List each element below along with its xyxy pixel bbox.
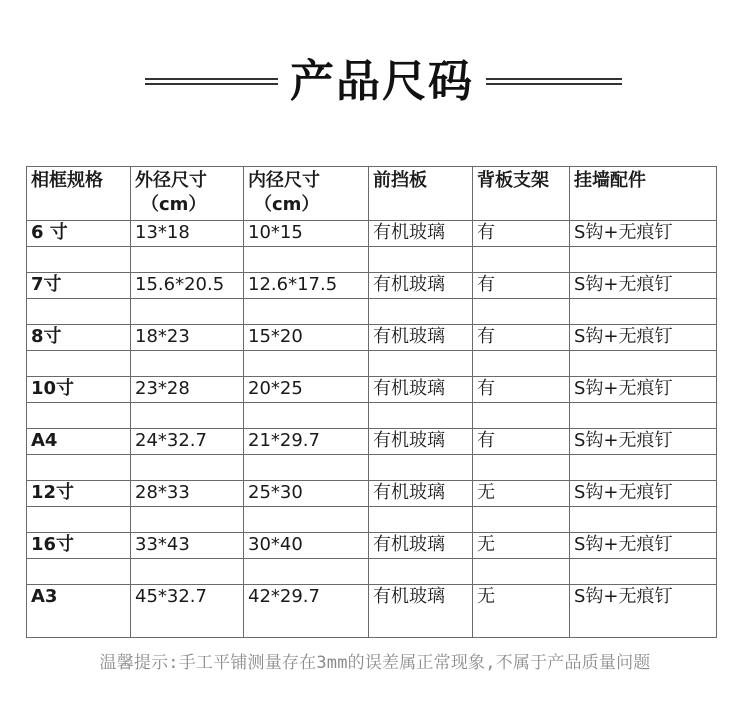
spacer-cell: [244, 403, 369, 429]
cell-hanger: S钩+无痕钉: [570, 273, 717, 299]
spacer-cell: [369, 403, 473, 429]
table-spacer-row: [27, 507, 717, 533]
spacer-cell: [244, 351, 369, 377]
spacer-cell: [473, 559, 570, 585]
table-spacer-row: [27, 247, 717, 273]
header-cell-inner: 内径尺寸 （cm）: [244, 167, 369, 221]
table-spacer-row: [27, 559, 717, 585]
cell-front: 有机玻璃: [369, 221, 473, 247]
cell-front: 有机玻璃: [369, 481, 473, 507]
cell-inner: 20*25: [244, 377, 369, 403]
cell-front: 有机玻璃: [369, 585, 473, 638]
cell-front: 有机玻璃: [369, 533, 473, 559]
table-row: [27, 481, 717, 507]
spacer-cell: [131, 299, 244, 325]
spacer-cell: [244, 559, 369, 585]
cell-stand: 无: [473, 533, 570, 559]
spacer-cell: [473, 247, 570, 273]
title-decor-line-right: [486, 78, 622, 85]
cell-inner: 25*30: [244, 481, 369, 507]
spacer-cell: [369, 247, 473, 273]
spacer-cell: [27, 559, 131, 585]
spacer-cell: [131, 507, 244, 533]
cell-inner: 30*40: [244, 533, 369, 559]
spacer-cell: [473, 507, 570, 533]
spacer-cell: [27, 299, 131, 325]
cell-front: 有机玻璃: [369, 273, 473, 299]
header-cell-size: 相框规格: [27, 167, 131, 221]
cell-stand: 有: [473, 377, 570, 403]
spacer-cell: [244, 299, 369, 325]
spacer-cell: [570, 455, 717, 481]
cell-outer: 23*28: [131, 377, 244, 403]
cell-outer: 28*33: [131, 481, 244, 507]
measurement-note: 温馨提示:手工平铺测量存在3mm的误差属正常现象,不属于产品质量问题: [99, 653, 651, 673]
spacer-cell: [131, 403, 244, 429]
cell-outer: 24*32.7: [131, 429, 244, 455]
cell-size: 7寸: [27, 273, 131, 299]
cell-stand: 无: [473, 585, 570, 638]
spacer-cell: [369, 299, 473, 325]
cell-inner: 15*20: [244, 325, 369, 351]
table-row: [27, 377, 717, 403]
spacer-cell: [131, 351, 244, 377]
cell-hanger: S钩+无痕钉: [570, 585, 717, 638]
spacer-cell: [244, 507, 369, 533]
cell-size: A3: [27, 585, 131, 638]
spacer-cell: [473, 299, 570, 325]
cell-size: A4: [27, 429, 131, 455]
cell-stand: 无: [473, 481, 570, 507]
cell-stand: 有: [473, 221, 570, 247]
table-row: [27, 221, 717, 247]
spacer-cell: [369, 507, 473, 533]
cell-inner: 21*29.7: [244, 429, 369, 455]
spacer-cell: [570, 507, 717, 533]
spacer-cell: [369, 455, 473, 481]
spacer-cell: [473, 351, 570, 377]
cell-stand: 有: [473, 429, 570, 455]
table-row: [27, 533, 717, 559]
spacer-cell: [27, 351, 131, 377]
header-cell-stand: 背板支架: [473, 167, 570, 221]
cell-hanger: S钩+无痕钉: [570, 221, 717, 247]
header-cell-hanger: 挂墙配件: [570, 167, 717, 221]
cell-outer: 18*23: [131, 325, 244, 351]
cell-front: 有机玻璃: [369, 377, 473, 403]
cell-outer: 13*18: [131, 221, 244, 247]
cell-size: 6 寸: [27, 221, 131, 247]
cell-hanger: S钩+无痕钉: [570, 533, 717, 559]
cell-front: 有机玻璃: [369, 429, 473, 455]
spacer-cell: [131, 455, 244, 481]
header-cell-front: 前挡板: [369, 167, 473, 221]
cell-hanger: S钩+无痕钉: [570, 377, 717, 403]
table-spacer-row: [27, 403, 717, 429]
table-spacer-row: [27, 455, 717, 481]
spacer-cell: [570, 247, 717, 273]
spacer-cell: [369, 351, 473, 377]
cell-front: 有机玻璃: [369, 325, 473, 351]
cell-size: 10寸: [27, 377, 131, 403]
cell-outer: 15.6*20.5: [131, 273, 244, 299]
table-header-row: [27, 167, 717, 221]
spacer-cell: [570, 351, 717, 377]
cell-inner: 10*15: [244, 221, 369, 247]
spacer-cell: [131, 247, 244, 273]
table-spacer-row: [27, 351, 717, 377]
table-spacer-row: [27, 299, 717, 325]
cell-size: 8寸: [27, 325, 131, 351]
title-section: [0, 52, 750, 112]
cell-size: 16寸: [27, 533, 131, 559]
cell-stand: 有: [473, 273, 570, 299]
cell-size: 12寸: [27, 481, 131, 507]
table-row: [27, 273, 717, 299]
spacer-cell: [244, 455, 369, 481]
spacer-cell: [27, 455, 131, 481]
cell-hanger: S钩+无痕钉: [570, 325, 717, 351]
cell-hanger: S钩+无痕钉: [570, 481, 717, 507]
cell-outer: 33*43: [131, 533, 244, 559]
size-spec-table: [26, 166, 717, 638]
table-row: [27, 429, 717, 455]
title-decor-line-left: [145, 78, 278, 85]
spacer-cell: [27, 403, 131, 429]
cell-inner: 12.6*17.5: [244, 273, 369, 299]
page-title: 产品尺码: [290, 56, 474, 107]
header-cell-outer: 外径尺寸 （cm）: [131, 167, 244, 221]
spacer-cell: [570, 299, 717, 325]
spacer-cell: [131, 559, 244, 585]
cell-hanger: S钩+无痕钉: [570, 429, 717, 455]
spacer-cell: [570, 559, 717, 585]
table-row: [27, 585, 717, 638]
spacer-cell: [27, 247, 131, 273]
spacer-cell: [369, 559, 473, 585]
cell-inner: 42*29.7: [244, 585, 369, 638]
spacer-cell: [244, 247, 369, 273]
spacer-cell: [570, 403, 717, 429]
cell-stand: 有: [473, 325, 570, 351]
spacer-cell: [27, 507, 131, 533]
cell-outer: 45*32.7: [131, 585, 244, 638]
spacer-cell: [473, 403, 570, 429]
table-row: [27, 325, 717, 351]
spacer-cell: [473, 455, 570, 481]
